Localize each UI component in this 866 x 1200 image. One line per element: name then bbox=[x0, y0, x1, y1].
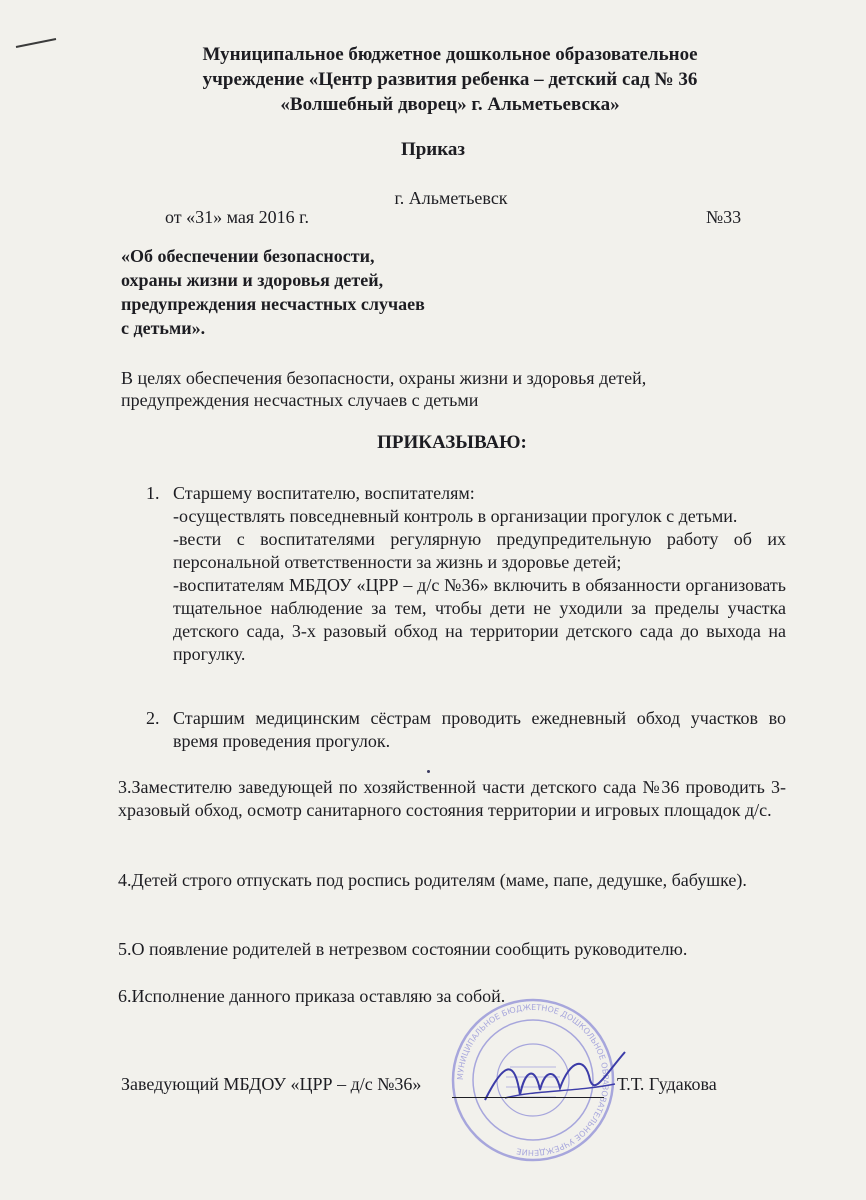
order-item-2 bbox=[146, 707, 786, 753]
subject-line-3: предупреждения несчастных случаев bbox=[121, 294, 425, 314]
item-2-number: 2. bbox=[146, 708, 160, 728]
header-line-2: учреждение «Центр развития ребенка – детский сад № 36 bbox=[202, 69, 698, 90]
order-item-5: 5.О появление родителей в нетрезвом состоянии сообщить руководителю. bbox=[118, 939, 688, 959]
order-item-1 bbox=[146, 482, 786, 666]
item-1-number: 1. bbox=[146, 483, 160, 503]
header-line-3: «Волшебный дворец» г. Альметьевска» bbox=[280, 94, 620, 115]
ink-dot bbox=[427, 770, 430, 773]
order-subject bbox=[121, 244, 501, 340]
order-number: №33 bbox=[706, 207, 742, 227]
signature-line bbox=[452, 1097, 604, 1098]
stamp-ring-text: МУНИЦИПАЛЬНОЕ БЮДЖЕТНОЕ ДОШКОЛЬНОЕ ОБРАЗОВАТЕЛЬНОЕ УЧРЕЖДЕНИЕ bbox=[455, 1002, 611, 1158]
item-1-lead: Старшему воспитателю, воспитателям: bbox=[173, 483, 475, 503]
header-line-1: Муниципальное бюджетное дошкольное образовательное bbox=[202, 44, 698, 65]
subject-line-2: охраны жизни и здоровья детей, bbox=[121, 270, 384, 290]
order-item-3: 3.Заместителю заведующей по хозяйственной части детского сада №36 проводить 3-хразовый обход, осмотр санитарного состояния территории и игровых площадок д/с. bbox=[118, 777, 786, 820]
order-date: от «31» мая 2016 г. bbox=[165, 207, 310, 227]
order-item-4: 4.Детей строго отпускать под роспись родителям (маме, папе, дедушке, бабушке). bbox=[118, 870, 747, 890]
institution-header bbox=[150, 42, 750, 117]
document-title: Приказ bbox=[400, 139, 466, 160]
scan-mark bbox=[14, 36, 60, 50]
order-heading: ПРИКАЗЫВАЮ: bbox=[377, 432, 527, 453]
subject-line-1: «Об обеспечении безопасности, bbox=[121, 246, 375, 266]
item-2-text: Старшим медицинским сёстрам проводить ежедневный обход участков во время проведения прогулок. bbox=[173, 708, 786, 751]
order-item-6: 6.Исполнение данного приказа оставляю за собой. bbox=[118, 986, 506, 1006]
signatory-role: Заведующий МБДОУ «ЦРР – д/с №36» bbox=[121, 1074, 422, 1094]
preamble bbox=[121, 367, 761, 411]
subject-line-4: с детьми». bbox=[121, 318, 206, 338]
item-1-point-a: -осуществлять повседневный контроль в организации прогулок с детьми. bbox=[173, 506, 738, 526]
item-1-point-b: -вести с воспитателями регулярную предупредительную работу об их персональной ответственности за жизнь и здоровье детей; bbox=[173, 529, 786, 572]
item-1-point-c: -воспитателям МБДОУ «ЦРР – д/с №36» включить в обязанности организовать тщательное наблюдение за тем, чтобы дети не уходили за пределы участка детского сада, 3-х разовый обход на территории детского сада до выхода на прогулку. bbox=[173, 575, 786, 664]
signatory-name: Т.Т. Гудакова bbox=[617, 1074, 717, 1094]
preamble-line-2: предупреждения несчастных случаев с детьми bbox=[121, 390, 479, 410]
handwritten-signature bbox=[475, 1040, 635, 1120]
preamble-line-1: В целях обеспечения безопасности, охраны жизни и здоровья детей, bbox=[121, 368, 647, 388]
city: г. Альметьевск bbox=[394, 188, 508, 208]
